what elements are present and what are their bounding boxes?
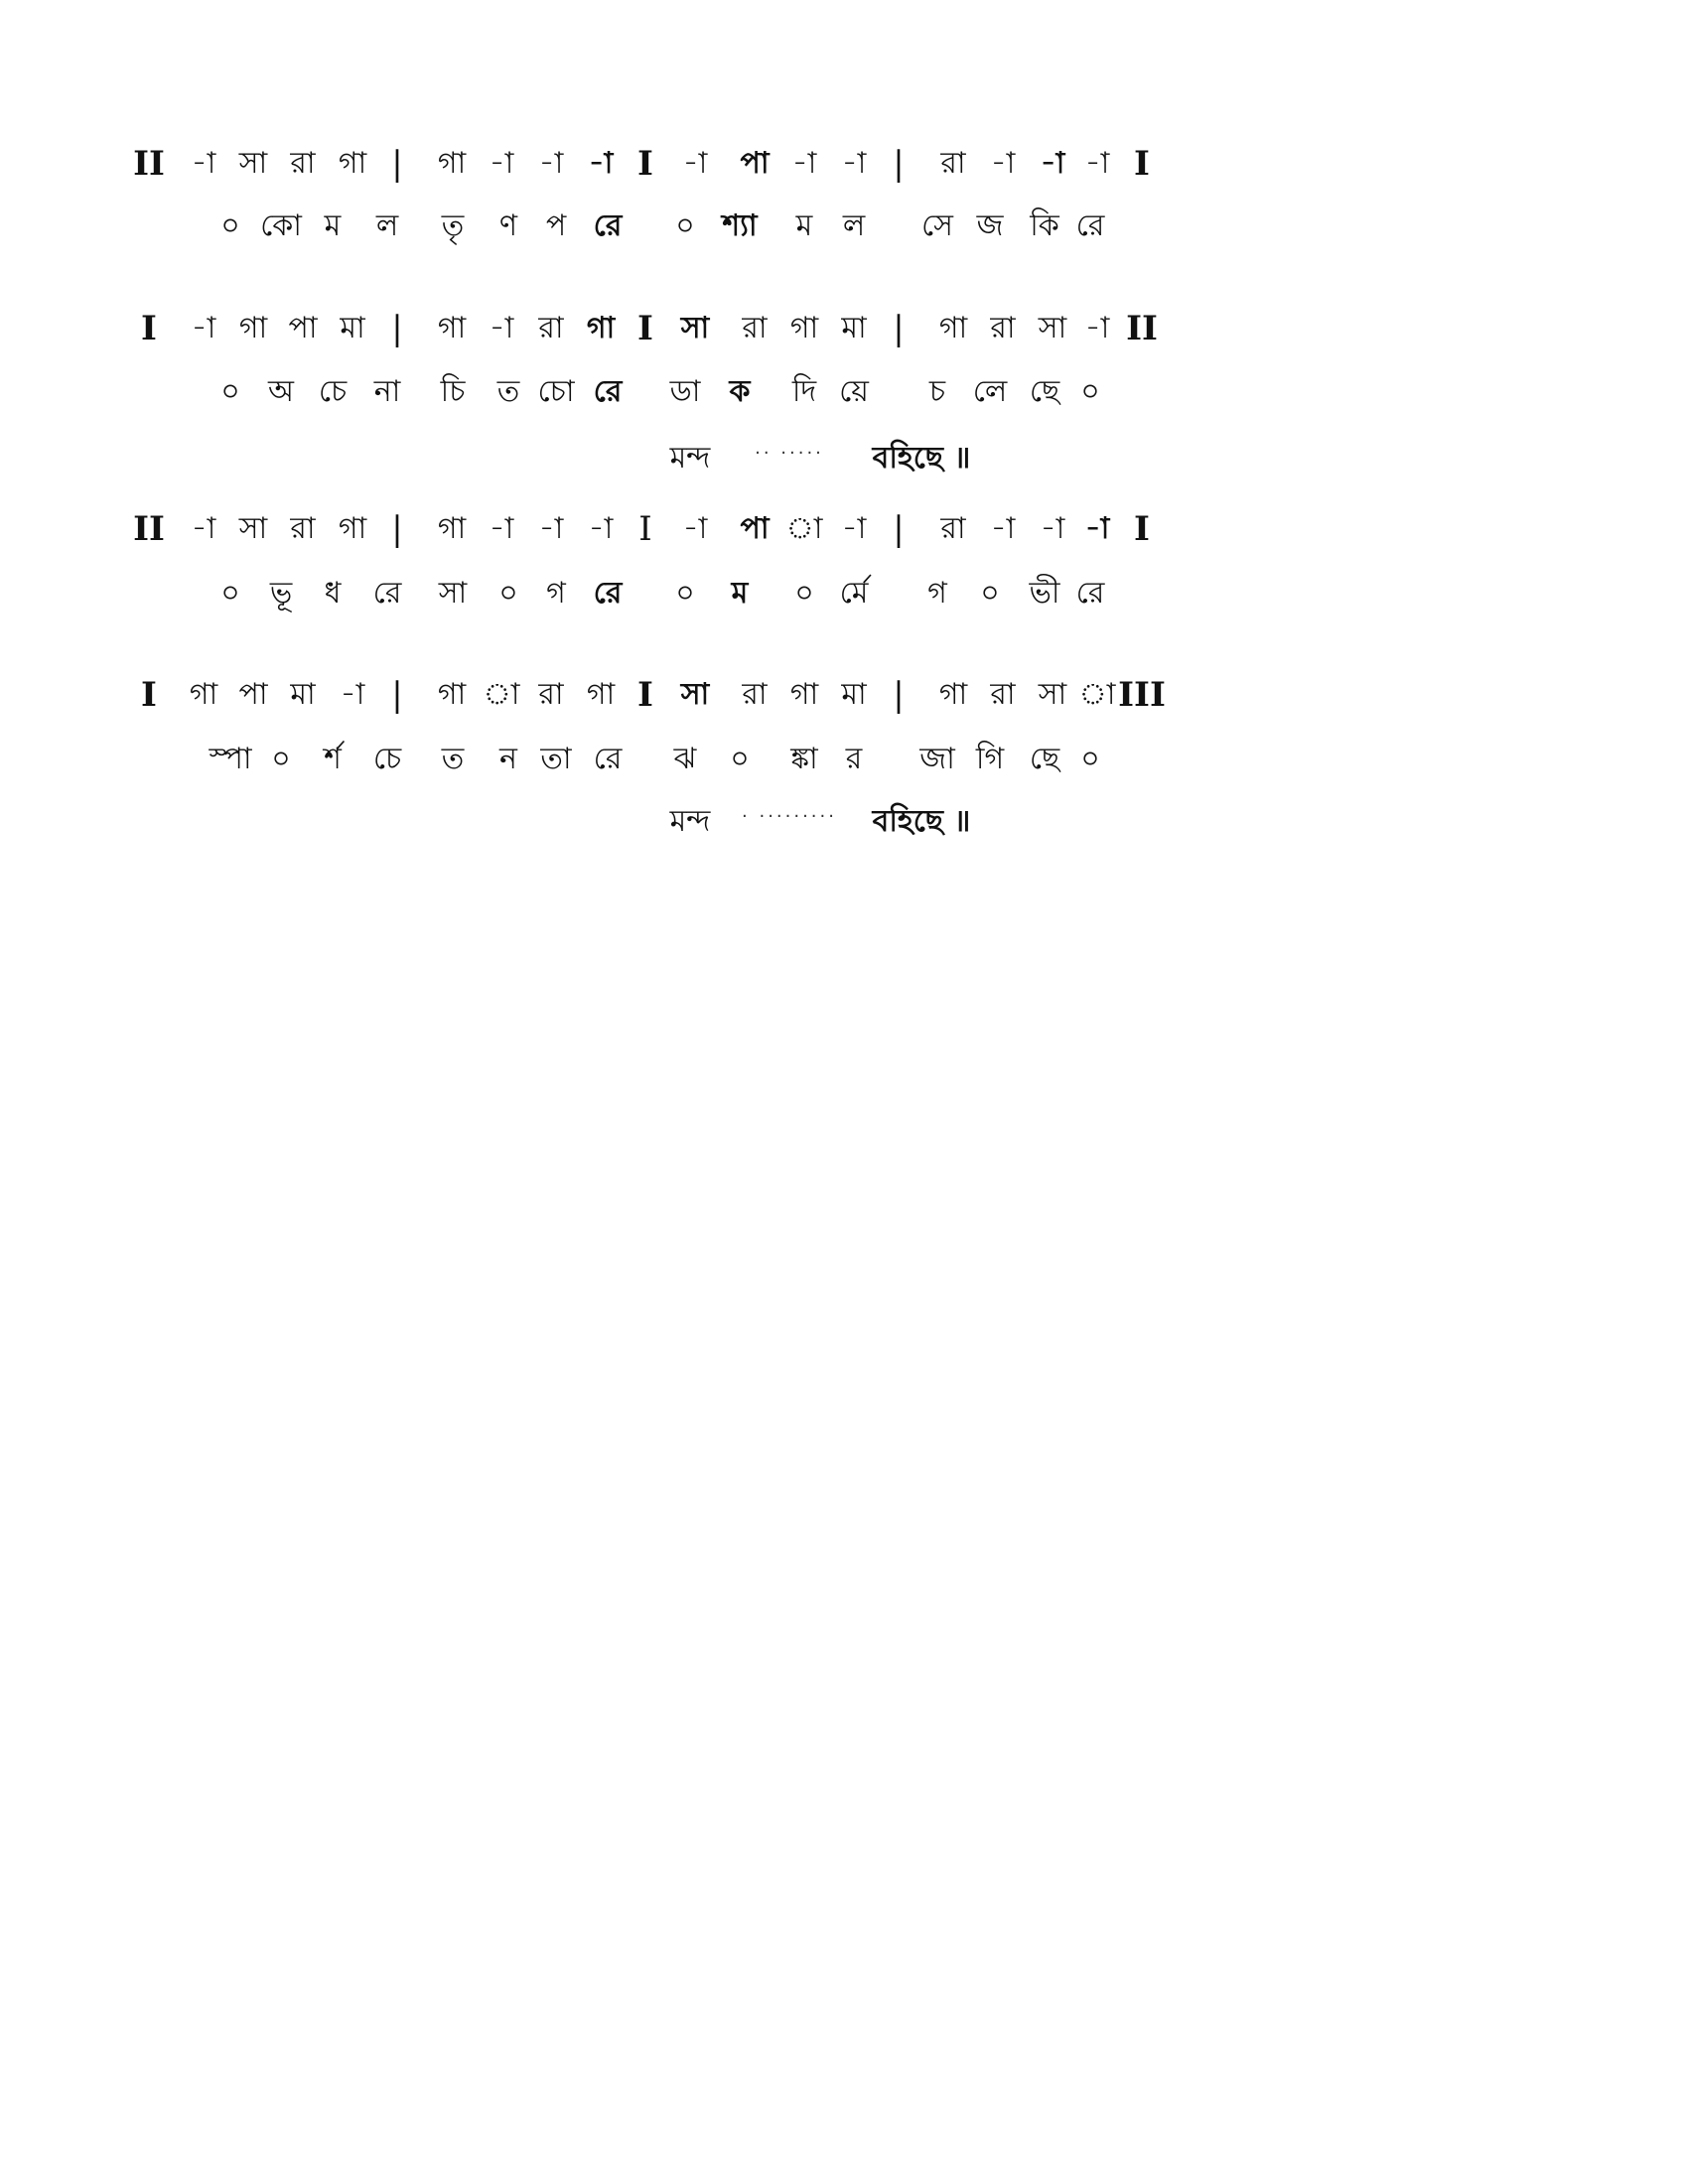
lyric-syllable: ০ (730, 742, 750, 776)
note: গা (586, 677, 616, 712)
note: গা (938, 311, 968, 345)
lyric-syllable: ০ (980, 576, 1000, 611)
refrain-start: মন্দ (669, 441, 711, 476)
note: রা (940, 511, 966, 546)
bar-line: III (1118, 675, 1166, 715)
note: া (1078, 677, 1116, 712)
lyric-syllable: রে (593, 742, 623, 776)
lyric-syllable: ছে (1029, 742, 1060, 776)
note: গা (789, 311, 819, 345)
lyric-syllable: চে (372, 742, 402, 776)
lyric-syllable: ০ (498, 576, 518, 611)
note: -া (841, 146, 867, 181)
note: -া (489, 511, 514, 546)
note: মা (290, 677, 316, 712)
refrain-dots: · ········· (742, 806, 837, 827)
refrain-line (0, 439, 1688, 488)
note: মা (841, 677, 867, 712)
lyric-syllable: ০ (220, 374, 240, 409)
bar-line: | (893, 509, 905, 549)
bar-line: I (637, 144, 653, 184)
bar-line: I (141, 675, 157, 715)
bar-line: | (893, 309, 905, 348)
lyric-syllable: ধ (324, 576, 342, 611)
lyric-syllable: য়ে (839, 374, 869, 409)
notation-line (0, 309, 1688, 358)
note: রা (990, 677, 1016, 712)
lyric-line (0, 740, 1688, 789)
note: -া (489, 146, 514, 181)
note: -া (682, 146, 708, 181)
lyric-syllable: ভী (1029, 576, 1060, 611)
note: গা (338, 511, 367, 546)
lyric-syllable: লে (972, 374, 1008, 409)
lyric-syllable: চো (537, 374, 575, 409)
note: সা (238, 146, 268, 181)
lyric-syllable: ০ (220, 208, 240, 243)
note: া (785, 511, 823, 546)
note: -া (682, 511, 708, 546)
lyric-syllable: রে (593, 208, 623, 243)
lyric-syllable: ডা (669, 374, 701, 409)
lyric-syllable: র্শ (324, 742, 342, 776)
note: পা (740, 511, 770, 546)
lyric-syllable: ছে (1029, 374, 1060, 409)
lyric-syllable: তৃ (441, 208, 465, 243)
note: গা (238, 311, 268, 345)
note: -া (588, 146, 614, 181)
note: গা (189, 677, 218, 712)
lyric-syllable: ন (499, 742, 517, 776)
bar-line: I (141, 309, 157, 348)
lyric-syllable: অ (268, 374, 294, 409)
note: -া (990, 146, 1016, 181)
lyric-syllable: শ্যা (722, 208, 758, 243)
lyric-syllable: রে (593, 374, 623, 409)
lyric-syllable: চ (928, 374, 946, 409)
note: রা (538, 311, 564, 345)
note: -া (1084, 146, 1110, 181)
bar-line: I (1134, 509, 1150, 549)
note: রা (742, 311, 768, 345)
note: পা (238, 677, 268, 712)
note: মা (340, 311, 365, 345)
note: সা (238, 511, 268, 546)
note: গা (338, 146, 367, 181)
refrain-end: বহিছে ॥ (872, 441, 971, 476)
lyric-syllable: গি (975, 742, 1005, 776)
lyric-syllable: দি (791, 374, 817, 409)
lyric-syllable: গ (927, 576, 947, 611)
note: সা (680, 677, 710, 712)
note: মা (841, 311, 867, 345)
bar-line: I (1134, 144, 1150, 184)
note: পা (740, 146, 770, 181)
bar-line: II (133, 509, 165, 549)
bar-line: | (391, 144, 403, 184)
note: রা (990, 311, 1016, 345)
notation-line (0, 509, 1688, 559)
refrain-dots: ·· ····· (755, 443, 824, 464)
refrain-start: মন্দ (669, 804, 711, 839)
lyric-syllable: ঙ্কা (790, 742, 818, 776)
bar-line: II (133, 144, 165, 184)
lyric-line (0, 372, 1688, 422)
lyric-syllable: ণ (498, 208, 518, 243)
lyric-syllable: জা (919, 742, 955, 776)
note: -া (990, 511, 1016, 546)
lyric-syllable: স্পা (209, 742, 252, 776)
lyric-syllable: ০ (271, 742, 291, 776)
lyric-syllable: ০ (220, 576, 240, 611)
note: রা (742, 677, 768, 712)
note: -া (538, 146, 564, 181)
lyric-syllable: ম (731, 576, 749, 611)
lyric-syllable: ম (324, 208, 342, 243)
note: -া (1084, 511, 1110, 546)
note: গা (437, 511, 467, 546)
note: -া (791, 146, 817, 181)
lyric-syllable: সে (921, 208, 953, 243)
bar-line: II (1126, 309, 1158, 348)
bar-line: | (893, 675, 905, 715)
lyric-syllable: কি (1030, 208, 1059, 243)
note: গা (938, 677, 968, 712)
note: -া (1040, 511, 1065, 546)
note: গা (437, 311, 467, 345)
note: গা (437, 677, 467, 712)
bar-line: | (893, 144, 905, 184)
note: -া (1084, 311, 1110, 345)
lyric-syllable: ০ (1080, 374, 1100, 409)
note: -া (1040, 146, 1065, 181)
lyric-syllable: ল (842, 208, 866, 243)
refrain-line (0, 802, 1688, 852)
bar-line: | (391, 509, 403, 549)
note: -া (191, 146, 216, 181)
lyric-syllable: সা (438, 576, 468, 611)
note: রা (290, 146, 316, 181)
lyric-syllable: ০ (794, 576, 814, 611)
bar-line: I (637, 309, 653, 348)
lyric-syllable: রে (593, 576, 623, 611)
note: সা (1038, 311, 1067, 345)
bar-line: I (637, 675, 653, 715)
lyric-syllable: জ (976, 208, 1004, 243)
lyric-syllable: ক (729, 374, 751, 409)
lyric-syllable: ০ (675, 208, 695, 243)
lyric-syllable: র (845, 742, 863, 776)
note: -া (489, 311, 514, 345)
note: -া (841, 511, 867, 546)
bar-line: | (391, 675, 403, 715)
note: গা (789, 677, 819, 712)
lyric-syllable: ম (795, 208, 813, 243)
note: গা (437, 146, 467, 181)
lyric-syllable: রে (1075, 208, 1105, 243)
note: সা (1038, 677, 1067, 712)
note: রা (290, 511, 316, 546)
note: রা (538, 677, 564, 712)
lyric-syllable: ভূ (269, 576, 293, 611)
lyric-syllable: চে (318, 374, 348, 409)
note: সা (680, 311, 710, 345)
lyric-syllable: ত (441, 742, 465, 776)
bar-line: | (391, 309, 403, 348)
note: -া (538, 511, 564, 546)
refrain-end: বহিছে ॥ (872, 804, 971, 839)
note: -া (191, 311, 216, 345)
lyric-syllable: রে (1075, 576, 1105, 611)
lyric-syllable: ল (375, 208, 399, 243)
note: পা (288, 311, 318, 345)
lyric-syllable: রে (372, 576, 402, 611)
lyric-syllable: ০ (675, 576, 695, 611)
notation-line (0, 675, 1688, 725)
lyric-syllable: না (373, 374, 401, 409)
lyric-syllable: র্মে (839, 576, 869, 611)
lyric-syllable: ত (496, 374, 520, 409)
lyric-line (0, 574, 1688, 623)
note: রা (940, 146, 966, 181)
note: -া (588, 511, 614, 546)
lyric-syllable: ০ (1080, 742, 1100, 776)
lyric-syllable: গ (546, 576, 566, 611)
lyric-line (0, 206, 1688, 256)
notation-line (0, 144, 1688, 194)
lyric-syllable: প (545, 208, 567, 243)
lyric-syllable: চি (440, 374, 466, 409)
note: -া (340, 677, 365, 712)
note: া (483, 677, 520, 712)
lyric-syllable: কো (260, 208, 302, 243)
note: -া (191, 511, 216, 546)
note: গা (586, 311, 616, 345)
lyric-syllable: ঝ (673, 742, 697, 776)
lyric-syllable: তা (540, 742, 572, 776)
bar-line: I (638, 509, 652, 549)
